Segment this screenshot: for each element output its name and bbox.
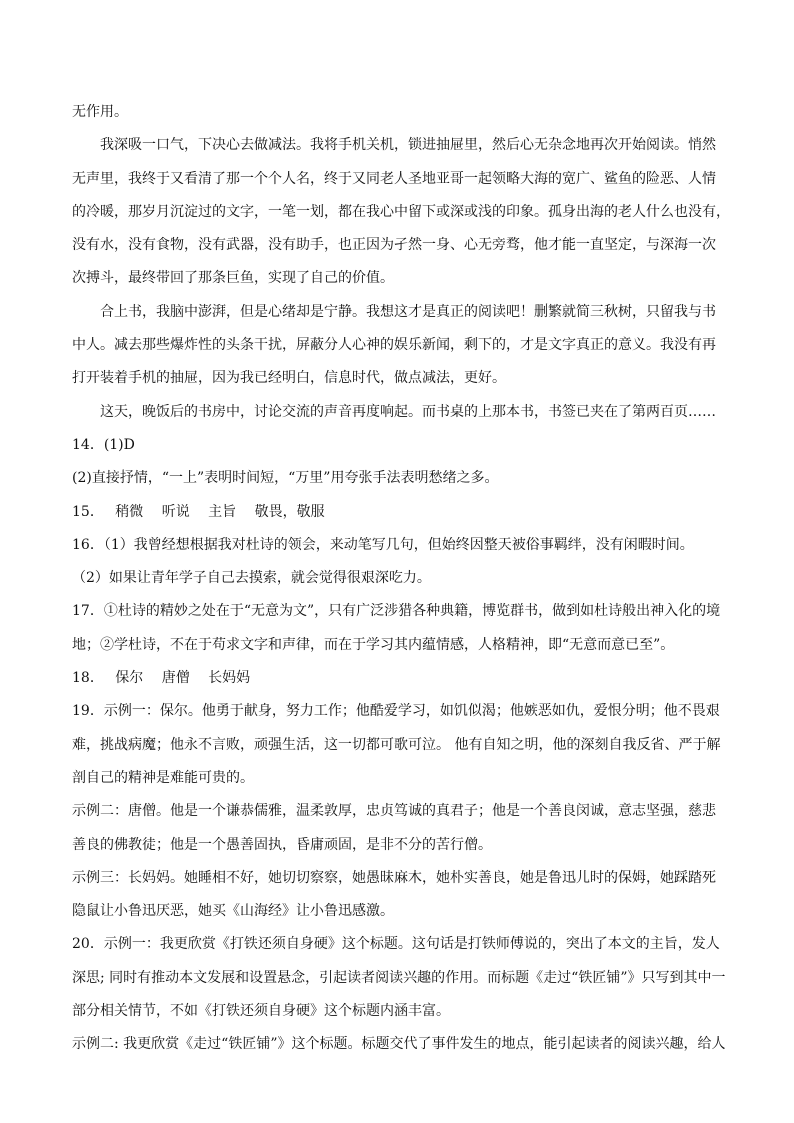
text-line: 没有水，没有食物，没有武器，没有助手，也正因为孑然一身、心无旁骛，他才能一直坚定，与深海一次 [72, 237, 716, 254]
text-line: 深思; 同时有推动本文发展和设置悬念，引起读者阅读兴趣的作用。而标题《走过“铁匠铺”》只写到其中一 [72, 969, 726, 986]
answer-20: 20．示例一：我更欣赏《打铁还须自身硬》这个标题。这句话是打铁师傅说的，突出了本文的主旨，发人 [72, 936, 720, 953]
text-line: 次搏斗，最终带回了那条巨鱼，实现了自己的价值。 [72, 270, 394, 287]
answer-19: 19．示例一：保尔。他勇于献身，努力工作；他酷爱学习，如饥似渴；他嫉恶如仇，爱恨分明；他不畏艰 [72, 703, 720, 720]
answer-16-2: （2）如果让青年学子自己去摸索，就会觉得很艰深吃力。 [72, 570, 431, 587]
text-line: 中人。减去那些爆炸性的头条干扰，屏蔽分人心神的娱乐新闻，剩下的，才是文字真正的意义。我没有再 [72, 337, 716, 354]
text-line: 合上书，我脑中澎湃，但是心绪却是宁静。我想这才是真正的阅读吧！删繁就简三秋树，只留我与书 [100, 303, 716, 320]
text-line: 的冷暖，那岁月沉淀过的文字，一笔一划，都在我心中留下或深或浅的印象。孤身出海的老人什么也没有， [72, 203, 730, 220]
text-line: 无作用。 [72, 104, 128, 120]
answer-15: 15． 稍微 听说 主旨 敬畏，敬服 [72, 503, 325, 520]
document-page [72, 96, 730, 1062]
text-line: 示例二: 我更欣赏《走过“铁匠铺”》这个标题。标题交代了事件发生的地点，能引起读者的阅读兴趣，给人 [72, 1036, 726, 1053]
answer-17-cont: 地；②学杜诗，不在于苟求文字和声律，而在于学习其内蕴情感，人格精神，即“无意而意已至”。 [72, 636, 675, 653]
text-line: 隐鼠让小鲁迅厌恶，她买《山海经》让小鲁迅感激。 [72, 903, 394, 920]
text-line: 难，挑战病魔；他永不言败，顽强生活，这一切都可歌可泣。 他有自知之明，他的深刻自我反省、严于解 [72, 736, 721, 753]
text-line: 示例二：唐僧。他是一个谦恭儒雅，温柔敦厚，忠贞笃诚的真君子；他是一个善良闵诚，意志坚强，慈悲 [72, 803, 716, 820]
text-line: 善良的佛教徒；他是一个愚善固执，昏庸顽固，是非不分的苦行僧。 [72, 836, 492, 853]
text-line: 剖自己的精神是难能可贵的。 [72, 769, 254, 786]
answer-14-1: 14．(1)D [72, 436, 135, 453]
text-line: 这天，晚饭后的书房中，讨论交流的声音再度响起。而书桌的上那本书，书签已夹在了第两百页…… [100, 403, 716, 420]
answer-16-1: 16．（1）我曾经想根据我对杜诗的领会，来动笔写几句，但始终因整天被俗事羁绊，没有闲暇时间。 [72, 536, 694, 553]
text-line: 我深吸一口气，下决心去做减法。我将手机关机，锁进抽屉里，然后心无杂念地再次开始阅读。悄然 [100, 137, 716, 154]
text-line: 部分相关情节，不如《打铁还须自身硬》这个标题内涵丰富。 [72, 1003, 450, 1020]
answer-18: 18． 保尔 唐僧 长妈妈 [72, 670, 251, 687]
text-line: 打开装着手机的抽屉，因为我已经明白，信息时代，做点减法，更好。 [72, 370, 506, 387]
answer-14-2: (2)直接抒情，“一上”表明时间短，“万里”用夸张手法表明愁绪之多。 [72, 470, 499, 487]
text-line: 无声里，我终于又看清了那一个个人名，终于又同老人圣地亚哥一起领略大海的宽广、鲨鱼的险恶、人情 [72, 170, 716, 187]
text-line: 示例三：长妈妈。她睡相不好，她切切察察，她愚昧麻木，她朴实善良，她是鲁迅儿时的保姆，她踩踏死 [72, 869, 716, 886]
answer-17: 17．①杜诗的精妙之处在于“无意为文”，只有广泛涉猎各种典籍，博览群书，做到如杜诗般出神入化的境 [72, 603, 721, 620]
